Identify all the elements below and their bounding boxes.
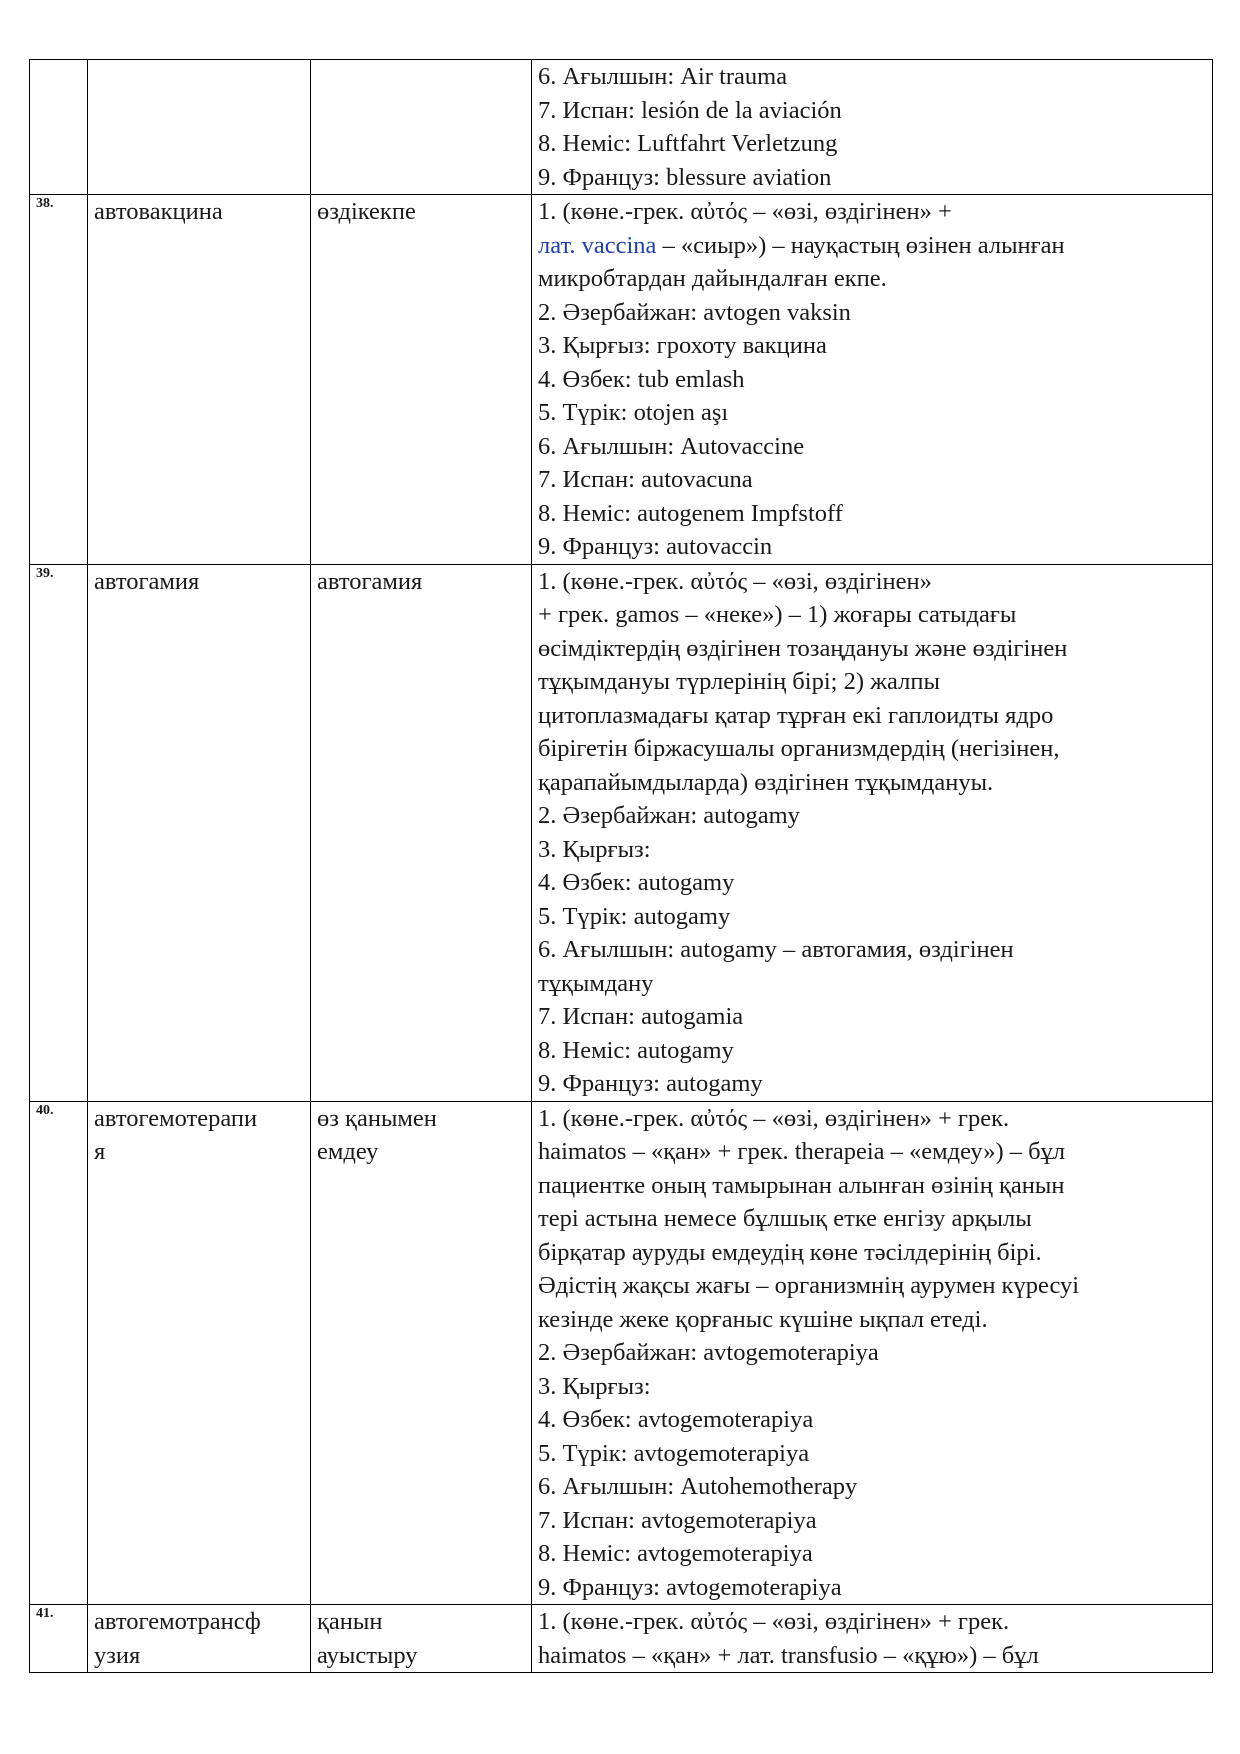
term-line: автогамия: [94, 567, 200, 595]
definition-cell: [532, 195, 1213, 565]
definition-line: 8. Неміс: autogenem Impfstoff: [538, 499, 843, 527]
term-cell: [88, 195, 311, 565]
definition-line: Әдістің жақсы жағы – организмнің аурумен күресуі: [538, 1272, 1080, 1299]
row-number: [30, 60, 88, 195]
row-number: 39.: [30, 564, 88, 1101]
kazakh-term-line: өздікекпе: [317, 198, 416, 225]
kazakh-term-cell: [311, 564, 532, 1101]
kazakh-term-line: қанын: [317, 1608, 383, 1635]
definition-line: 7. Испан: lesión de la aviación: [538, 96, 842, 124]
definition-line: 4. Өзбек: tub emlash: [538, 365, 745, 393]
definition-line: 8. Неміс: avtogemoterapiya: [538, 1540, 813, 1567]
definition-line: 7. Испан: avtogemoterapiya: [538, 1506, 817, 1534]
definition-line: 1. (көне.-грек. αὐτός – «өзі, өздігінен»: [538, 567, 932, 595]
table-row: [30, 1101, 1213, 1605]
term-cell: [88, 1605, 311, 1673]
definition-line: 6. Ағылшын: Autovaccine: [538, 432, 805, 460]
row-number: 41.: [30, 1605, 88, 1673]
kazakh-term-line: ауыстыру: [317, 1641, 418, 1669]
definition-line: 1. (көне.-грек. αὐτός – «өзі, өздігінен» + грек.: [538, 1104, 1010, 1132]
definition-line: бірқатар ауруды емдеудің көне тәсілдерінің бірі.: [538, 1238, 1042, 1266]
definition-line: өсімдіктердің өздігінен тозаңдануы және өздігінен: [538, 634, 1068, 662]
kazakh-term-cell: [311, 1101, 532, 1605]
row-number: 38.: [30, 195, 88, 565]
definition-line: 4. Өзбек: autogamy: [538, 869, 735, 896]
definition-cell: [532, 60, 1213, 195]
table-row: [30, 60, 1213, 195]
definition-line: haimatos – «қан» + грек. therapeia – «емдеу») – бұл: [538, 1138, 1066, 1165]
definition-line: тері астына немесе бұлшық етке енгізу арқылы: [538, 1205, 1032, 1232]
definition-line: 6. Ағылшын: autogamy – автогамия, өздігінен: [538, 936, 1014, 963]
row-number: 40.: [30, 1101, 88, 1605]
kazakh-term-line: автогамия: [317, 567, 423, 595]
definition-line: 9. Француз: autogamy: [538, 1070, 763, 1097]
definition-line: 3. Қырғыз:: [538, 835, 651, 863]
term-line: автогемотерапи: [94, 1104, 258, 1132]
definition-line: 9. Француз: autovaccin: [538, 533, 773, 560]
definition-line: цитоплазмадағы қатар тұрған екі гаплоидты ядро: [538, 701, 1054, 729]
definition-line: кезінде жеке қорғаныс күшіне ықпал етеді.: [538, 1305, 988, 1333]
table-row: [30, 195, 1213, 565]
definition-line: 1. (көне.-грек. αὐτός – «өзі, өздігінен» + грек.: [538, 1608, 1010, 1635]
kazakh-term-cell: [311, 60, 532, 195]
kazakh-term-cell: [311, 195, 532, 565]
definition-line: 6. Ағылшын: Autohemotherapy: [538, 1473, 858, 1500]
kazakh-term-line: өз қанымен: [317, 1104, 437, 1132]
definition-line: 3. Қырғыз: грохоту вакцина: [538, 332, 827, 359]
kazakh-term-line: емдеу: [317, 1138, 379, 1165]
definition-line: микробтардан дайындалған екпе.: [538, 265, 887, 292]
definition-line: 2. Әзербайжан: autogamy: [538, 802, 800, 829]
kazakh-term-cell: [311, 1605, 532, 1673]
term-line: я: [94, 1138, 106, 1165]
term-line: автогемотрансф: [94, 1608, 261, 1635]
definition-line: қарапайымдыларда) өздігінен тұқымдануы.: [538, 768, 994, 796]
definition-line: 5. Түрік: otojen aşı: [538, 399, 729, 426]
definition-line: 5. Түрік: autogamy: [538, 902, 731, 930]
definition-line: лат. vaccina – «сиыр») – науқастың өзінен алынған: [538, 231, 1065, 259]
definition-line: пациентке оның тамырынан алынған өзінің қанын: [538, 1171, 1065, 1199]
definition-line: 5. Түрік: avtogemoterapiya: [538, 1439, 810, 1467]
definition-line: 7. Испан: autovacuna: [538, 466, 753, 493]
definition-line: + грек. gamos – «неке») – 1) жоғары сатыдағы: [538, 601, 1017, 628]
term-line: автовакцина: [94, 198, 223, 225]
definition-line: бірігетін біржасушалы организмдердің (негізінен,: [538, 735, 1060, 762]
table-row: [30, 564, 1213, 1101]
definition-line: 1. (көне.-грек. αὐτός – «өзі, өздігінен» +: [538, 198, 952, 225]
latin-etymology-link: лат. vaccina: [538, 231, 657, 259]
definition-line: 2. Әзербайжан: avtogemoterapiya: [538, 1339, 879, 1366]
definition-cell: [532, 1101, 1213, 1605]
definition-line: 3. Қырғыз:: [538, 1372, 651, 1400]
definition-line: тұқымдануы түрлерінің бірі; 2) жалпы: [538, 668, 940, 695]
term-line: узия: [94, 1641, 141, 1669]
definition-line: haimatos – «қан» + лат. transfusio – «құю») – бұл: [538, 1641, 1039, 1669]
definition-line: 6. Ағылшын: Air trauma: [538, 63, 788, 90]
definition-line: тұқымдану: [538, 969, 654, 997]
definition-line: 8. Неміс: Luftfahrt Verletzung: [538, 130, 838, 157]
definition-line: 2. Әзербайжан: avtogen vaksin: [538, 298, 851, 326]
definition-line: 4. Өзбек: avtogemoterapiya: [538, 1406, 814, 1433]
definition-line: 9. Француз: avtogemoterapiya: [538, 1573, 842, 1601]
glossary-table: [29, 59, 1213, 1673]
definition-line: 8. Неміс: autogamy: [538, 1036, 734, 1064]
definition-cell: [532, 564, 1213, 1101]
term-cell: [88, 60, 311, 195]
definition-line: 7. Испан: autogamia: [538, 1003, 744, 1030]
term-cell: [88, 564, 311, 1101]
table-row: [30, 1605, 1213, 1673]
definition-line: 9. Француз: blessure aviation: [538, 163, 832, 191]
definition-cell: [532, 1605, 1213, 1673]
term-cell: [88, 1101, 311, 1605]
